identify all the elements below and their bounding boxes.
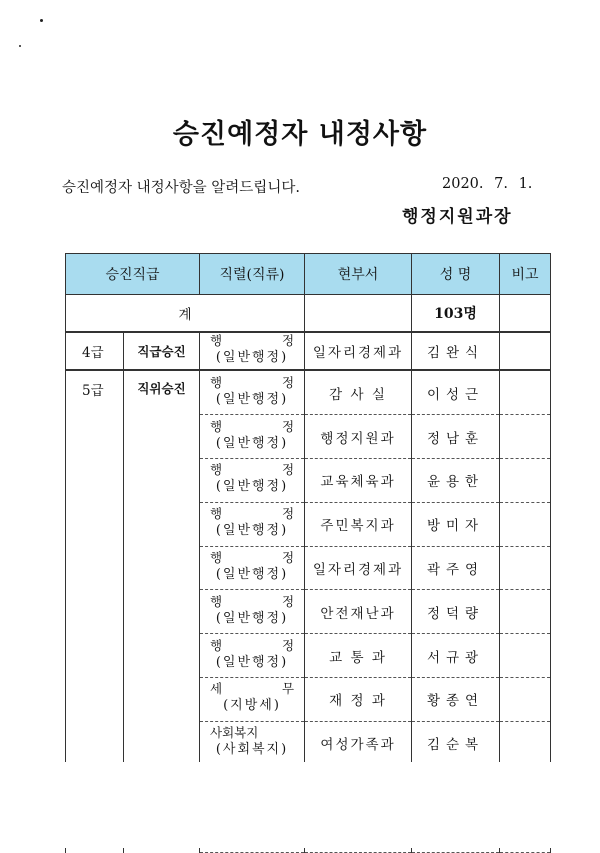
cell-grade: [66, 546, 124, 590]
cell-current-dept: 주민복지과: [305, 502, 412, 546]
cell-name: 김완식: [412, 332, 500, 370]
cell-grade: [66, 678, 124, 722]
cell-job-series: [200, 502, 305, 546]
table-row: [66, 721, 551, 765]
cell-name: 정덕량: [412, 590, 500, 634]
table-row: [66, 370, 551, 415]
job-series-top-right: 정: [281, 550, 295, 566]
cell-remarks: [500, 590, 551, 634]
table-header-row: [66, 254, 551, 295]
cell-job-series: [200, 332, 305, 370]
issuing-department: 행정지원과장: [402, 207, 513, 227]
cell-name: 곽주영: [412, 546, 500, 590]
job-series-top-right: 정: [281, 506, 295, 522]
job-series-sub: (일반행정): [215, 435, 289, 451]
cell-promotion-type: [124, 546, 200, 590]
job-series-sub: (일반행정): [215, 567, 289, 583]
cell-current-dept: 여성가족과: [305, 721, 412, 765]
cell-remarks: [500, 459, 551, 503]
job-series-top-left: 행: [210, 550, 223, 566]
cell-name: 이성근: [412, 370, 500, 415]
cell-remarks: [500, 546, 551, 590]
cell-remarks: [500, 634, 551, 678]
cell-promotion-type: 직위승진: [124, 370, 200, 415]
cell-promotion-type: [124, 721, 200, 765]
cell-current-dept: 재 정 과: [305, 678, 412, 722]
cell-promotion-type: [124, 459, 200, 503]
job-series-top-left: 행: [210, 506, 223, 522]
table-row: [66, 590, 551, 634]
job-series-top-left: 행: [210, 374, 223, 390]
cell-current-dept: 행정지원과: [305, 415, 412, 459]
job-series-sub: (일반행정): [215, 479, 289, 495]
job-series-top-right: 정: [281, 374, 295, 390]
total-count: 103명: [412, 295, 500, 333]
cell-grade: [66, 459, 124, 503]
cell-name: 김순복: [412, 721, 500, 765]
total-remarks: [500, 295, 551, 333]
job-series-sub: (일반행정): [215, 654, 289, 670]
cell-name: 윤용한: [412, 459, 500, 503]
job-series-sub: (지방세): [223, 698, 281, 714]
job-series-top-left: 세: [210, 681, 223, 697]
table-row: [66, 678, 551, 722]
job-series-sub: (일반행정): [215, 523, 289, 539]
page-cut-off: [65, 762, 551, 848]
job-series-top-left: 행: [210, 462, 223, 478]
job-series-sub: (일반행정): [215, 610, 289, 626]
job-series-top-left: 행: [210, 333, 223, 348]
cell-grade: [66, 721, 124, 765]
cell-current-dept: 교육체육과: [305, 459, 412, 503]
cell-promotion-type: [124, 502, 200, 546]
job-series-top-left: 행: [210, 637, 223, 653]
cell-job-series: [200, 590, 305, 634]
job-series-top-left: 사회복지: [210, 725, 259, 741]
cell-remarks: [500, 370, 551, 415]
scan-speck: [40, 19, 43, 22]
cell-job-series: [200, 678, 305, 722]
cell-remarks: [500, 721, 551, 765]
intro-text: 승진예정자 내정사항을 알려드립니다.: [62, 180, 300, 196]
cell-name: 방미자: [412, 502, 500, 546]
cell-promotion-type: [124, 634, 200, 678]
cell-grade: [66, 415, 124, 459]
cell-promotion-type: 직급승진: [124, 332, 200, 370]
cell-remarks: [500, 502, 551, 546]
cell-promotion-type: [124, 415, 200, 459]
cell-job-series: [200, 634, 305, 678]
job-series-sub: (일반행정): [215, 350, 289, 365]
job-series-sub: (일반행정): [215, 391, 289, 407]
cell-job-series: [200, 546, 305, 590]
cell-current-dept: 일자리경제과: [305, 546, 412, 590]
job-series-top-right: 정: [281, 637, 295, 653]
header-remarks: 비고: [500, 254, 551, 295]
cell-grade: [66, 502, 124, 546]
job-series-top-right: 정: [281, 593, 295, 609]
document-date: 2020. 7. 1.: [442, 176, 533, 192]
job-series-top-right: 정: [281, 418, 295, 434]
header-grade: 승진직급: [66, 254, 200, 295]
cell-remarks: [500, 415, 551, 459]
job-series-top-right: 무: [281, 681, 295, 697]
table-row: [66, 502, 551, 546]
scan-speck: [19, 45, 21, 47]
job-series-sub: (사회복지): [215, 742, 289, 758]
table-row: [66, 546, 551, 590]
document-title: 승진예정자 내정사항: [172, 119, 428, 150]
table-row: [66, 332, 551, 370]
cell-name: 정남훈: [412, 415, 500, 459]
cell-job-series: [200, 415, 305, 459]
job-series-top-left: 행: [210, 418, 223, 434]
cell-promotion-type: [124, 590, 200, 634]
cell-grade: 5급: [66, 370, 124, 415]
cell-grade: 4급: [66, 332, 124, 370]
cell-remarks: [500, 678, 551, 722]
cell-grade: [66, 590, 124, 634]
job-series-top-left: 행: [210, 593, 223, 609]
header-current-dept: 현부서: [305, 254, 412, 295]
cell-name: 황종연: [412, 678, 500, 722]
cell-job-series: [200, 459, 305, 503]
table-row: [66, 634, 551, 678]
cell-current-dept: 안전재난과: [305, 590, 412, 634]
total-label: 계: [66, 295, 305, 333]
cell-job-series: [200, 370, 305, 415]
cell-remarks: [500, 332, 551, 370]
cell-current-dept: 교 통 과: [305, 634, 412, 678]
table-row: [66, 415, 551, 459]
total-empty: [305, 295, 412, 333]
cell-promotion-type: [124, 678, 200, 722]
table-row: [66, 459, 551, 503]
total-row: [66, 295, 551, 333]
cell-job-series: [200, 721, 305, 765]
job-series-top-right: 정: [281, 462, 295, 478]
cell-current-dept: 일자리경제과: [305, 332, 412, 370]
header-job-series: 직렬(직류): [200, 254, 305, 295]
header-name: 성 명: [412, 254, 500, 295]
cell-current-dept: 감 사 실: [305, 370, 412, 415]
cell-grade: [66, 634, 124, 678]
job-series-top-right: 정: [281, 333, 295, 348]
cell-name: 서규광: [412, 634, 500, 678]
